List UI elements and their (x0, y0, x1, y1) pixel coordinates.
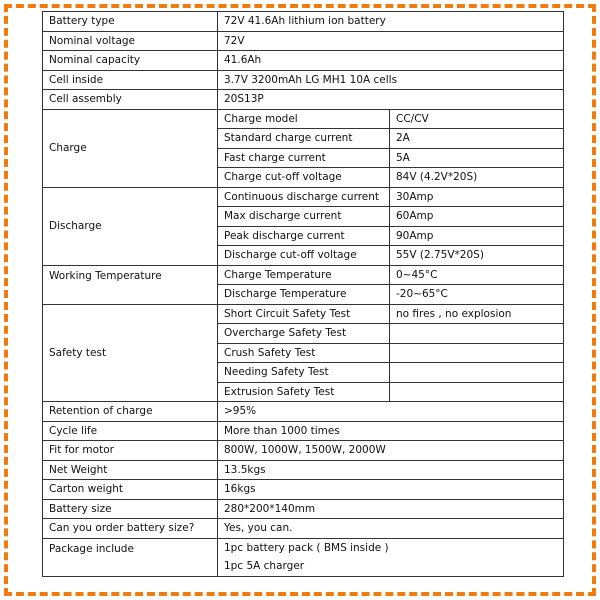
battery-spec-table (42, 11, 564, 577)
sub-item-value (390, 382, 564, 402)
row-label: Nominal voltage (43, 31, 218, 51)
table-row (43, 187, 564, 207)
table-row (43, 31, 564, 51)
table-row (43, 265, 564, 285)
table-row (43, 499, 564, 519)
table-row (43, 402, 564, 422)
group-label-discharge: Discharge (43, 187, 218, 265)
sub-item-name: Discharge cut-off voltage (218, 246, 390, 266)
group-label-safety-test: Safety test (43, 304, 218, 402)
row-label: Can you order battery size? (43, 519, 218, 539)
table-row (43, 480, 564, 500)
row-value: 280*200*140mm (218, 499, 564, 519)
row-label: Cycle life (43, 421, 218, 441)
table-row (43, 12, 564, 32)
package-item: 1pc battery pack ( BMS inside ) (218, 538, 564, 557)
table-row (43, 90, 564, 110)
sub-item-value: 2A (390, 129, 564, 149)
sub-item-value: 0~45°C (390, 265, 564, 285)
table-row (43, 304, 564, 324)
sub-item-name: Max discharge current (218, 207, 390, 227)
sub-item-value: 55V (2.75V*20S) (390, 246, 564, 266)
sub-item-value (390, 363, 564, 383)
sub-item-name: Needing Safety Test (218, 363, 390, 383)
sub-item-name: Charge model (218, 109, 390, 129)
table-row (43, 519, 564, 539)
group-label-charge: Charge (43, 109, 218, 187)
sub-item-value: 5A (390, 148, 564, 168)
row-label: Net Weight (43, 460, 218, 480)
sub-item-name: Charge Temperature (218, 265, 390, 285)
sub-item-name: Continuous discharge current (218, 187, 390, 207)
sub-item-name: Crush Safety Test (218, 343, 390, 363)
table-row (43, 421, 564, 441)
sub-item-name: Extrusion Safety Test (218, 382, 390, 402)
table-row (43, 441, 564, 461)
row-value: >95% (218, 402, 564, 422)
sub-item-value: 30Amp (390, 187, 564, 207)
sub-item-name: Fast charge current (218, 148, 390, 168)
package-item: 1pc 5A charger (218, 557, 564, 576)
sub-item-value (390, 324, 564, 344)
group-label-working-temperature: Working Temperature (43, 265, 218, 304)
sub-item-value: -20~65°C (390, 285, 564, 305)
sub-item-value: 84V (4.2V*20S) (390, 168, 564, 188)
sub-item-value: 60Amp (390, 207, 564, 227)
table-row (43, 460, 564, 480)
sub-item-name: Short Circuit Safety Test (218, 304, 390, 324)
row-label: Battery type (43, 12, 218, 32)
sub-item-value (390, 343, 564, 363)
row-value: 72V (218, 31, 564, 51)
row-label: Fit for motor (43, 441, 218, 461)
row-label: Cell inside (43, 70, 218, 90)
row-label: Carton weight (43, 480, 218, 500)
row-label: Retention of charge (43, 402, 218, 422)
row-value: 13.5kgs (218, 460, 564, 480)
sub-item-name: Discharge Temperature (218, 285, 390, 305)
row-label: Nominal capacity (43, 51, 218, 71)
row-value: 20S13P (218, 90, 564, 110)
row-label: Battery size (43, 499, 218, 519)
row-value: 16kgs (218, 480, 564, 500)
row-value: 3.7V 3200mAh LG MH1 10A cells (218, 70, 564, 90)
row-value: 41.6Ah (218, 51, 564, 71)
table-row (43, 51, 564, 71)
sub-item-name: Peak discharge current (218, 226, 390, 246)
sub-item-name: Charge cut-off voltage (218, 168, 390, 188)
table-row (43, 109, 564, 129)
table-row (43, 70, 564, 90)
sub-item-value: 90Amp (390, 226, 564, 246)
sub-item-name: Overcharge Safety Test (218, 324, 390, 344)
table-row (43, 538, 564, 557)
group-label-package: Package include (43, 538, 218, 576)
row-label: Cell assembly (43, 90, 218, 110)
row-value: 72V 41.6Ah lithium ion battery (218, 12, 564, 32)
row-value: More than 1000 times (218, 421, 564, 441)
sub-item-name: Standard charge current (218, 129, 390, 149)
row-value: 800W, 1000W, 1500W, 2000W (218, 441, 564, 461)
row-value: Yes, you can. (218, 519, 564, 539)
sub-item-value: CC/CV (390, 109, 564, 129)
sub-item-value: no fires , no explosion (390, 304, 564, 324)
